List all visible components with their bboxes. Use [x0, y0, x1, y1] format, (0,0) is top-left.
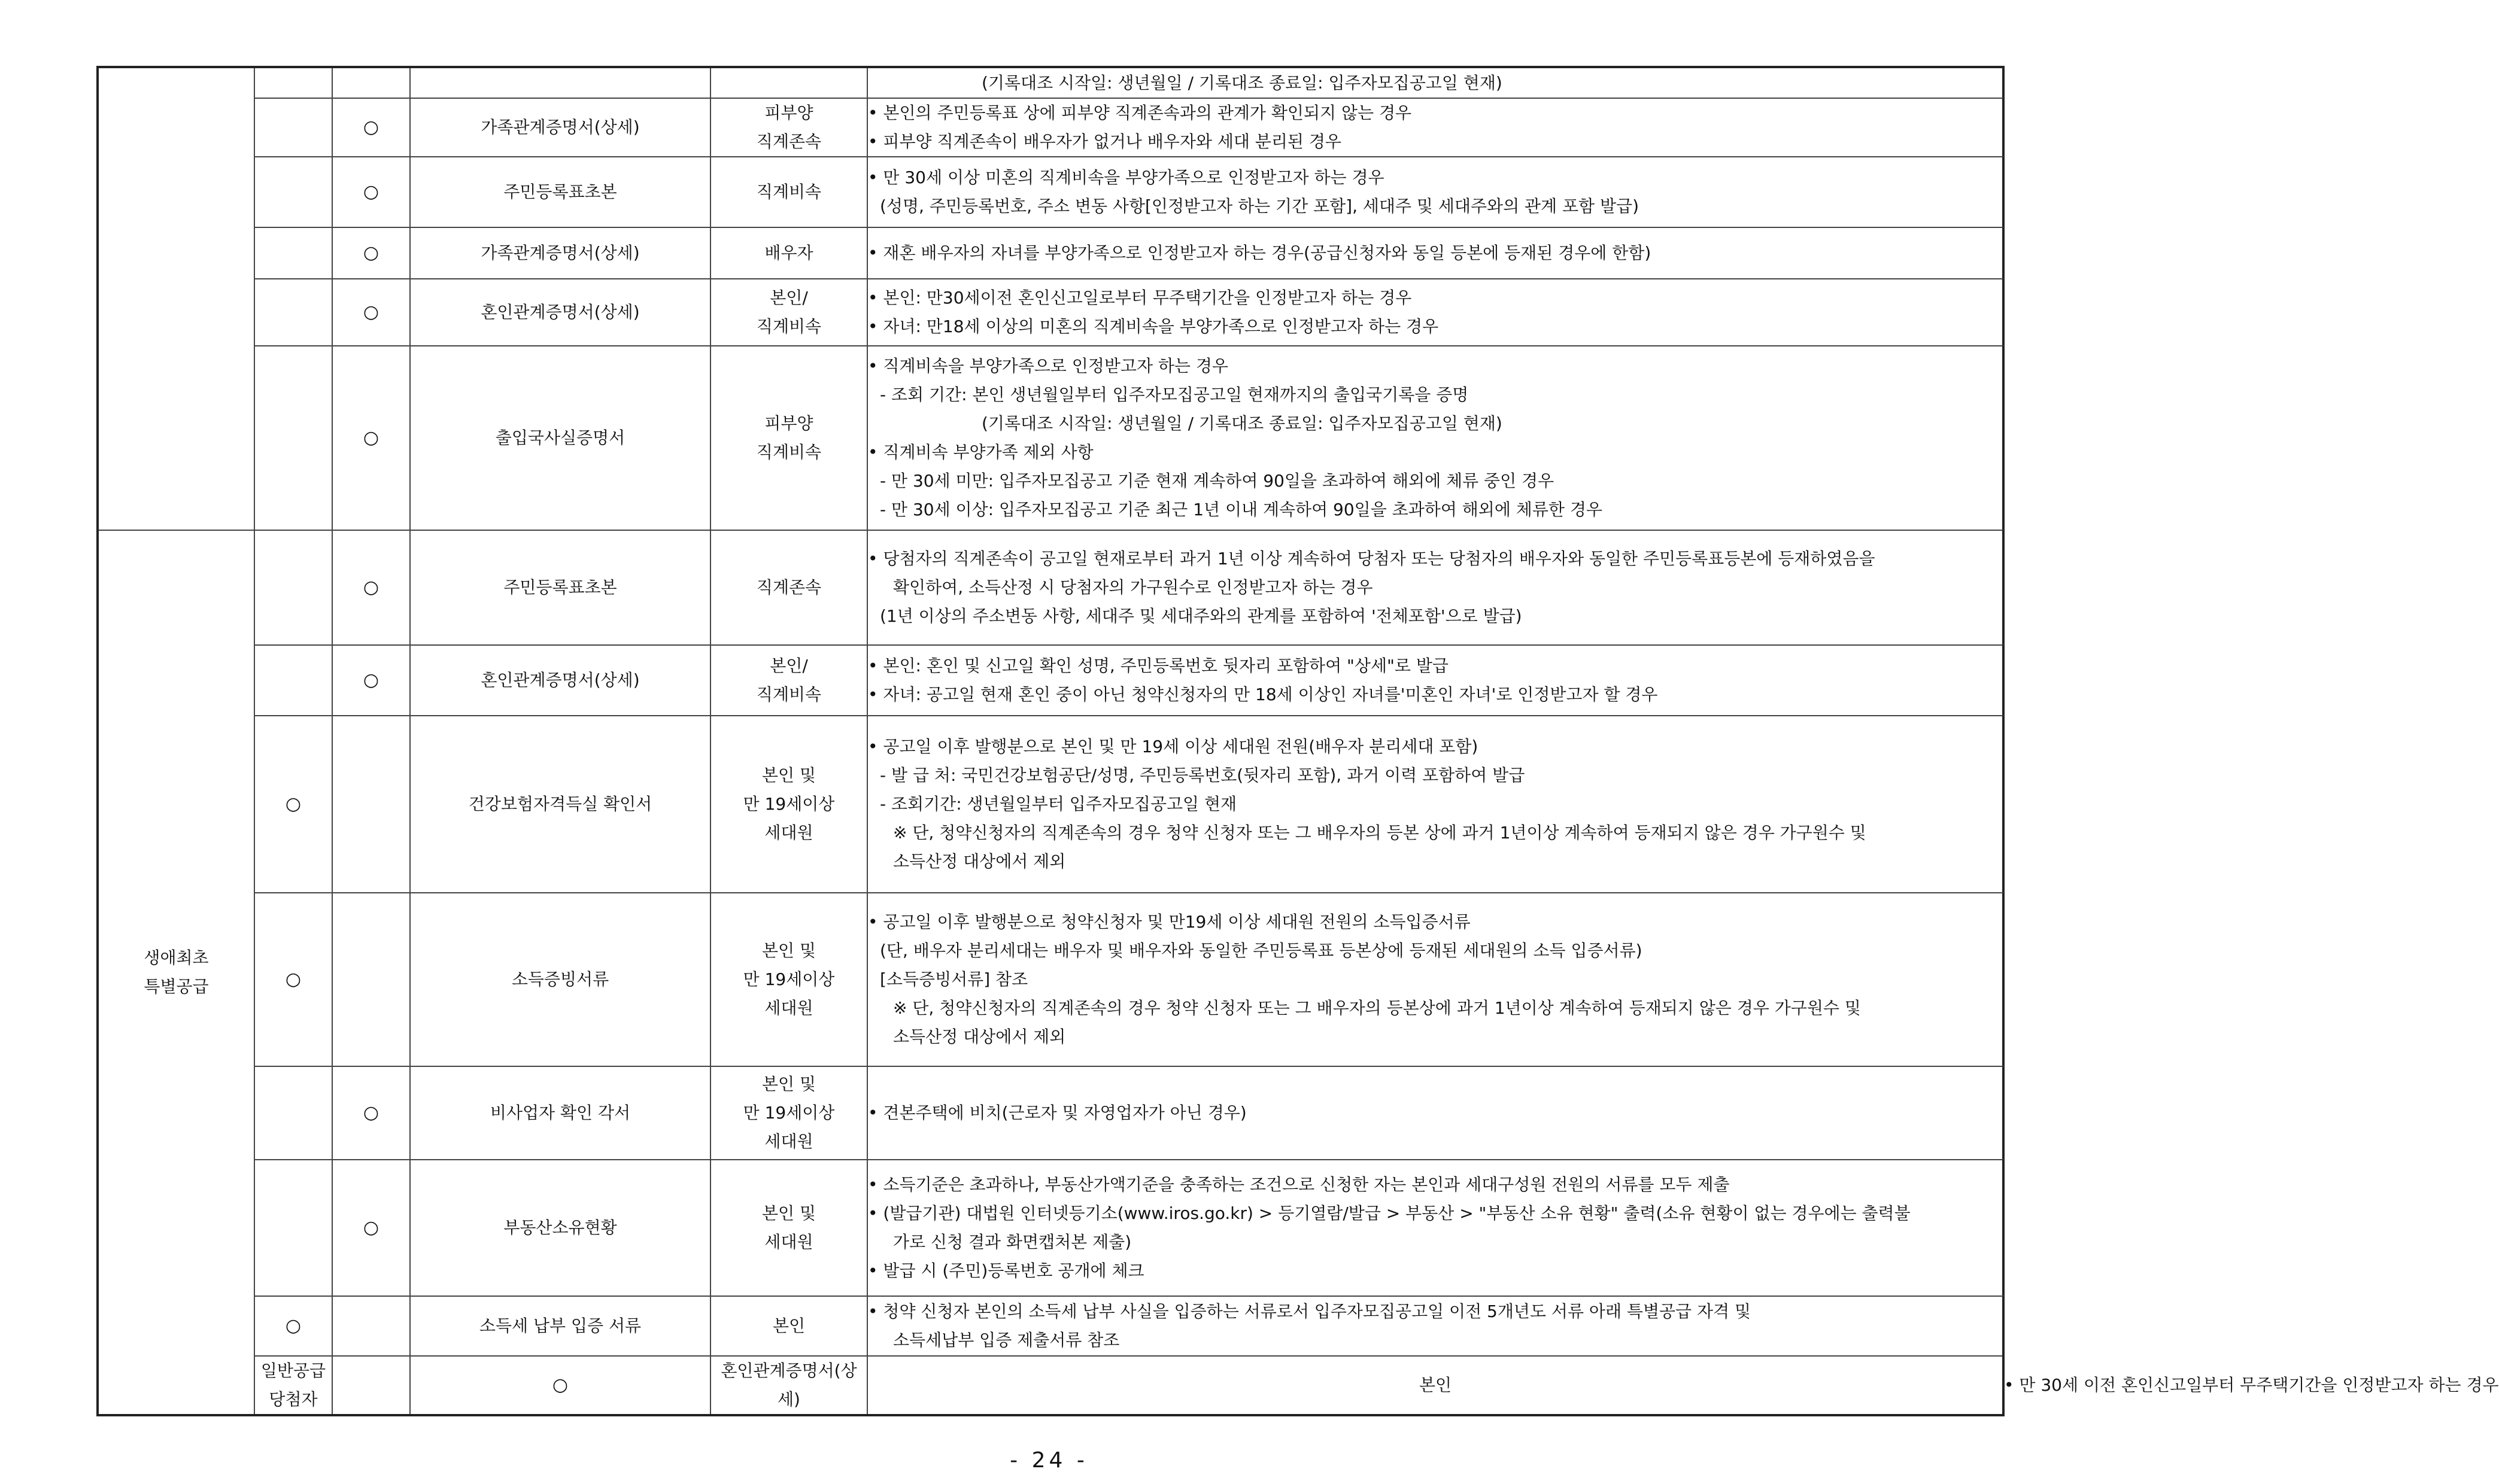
document-name: 건강보험자격득실 확인서 [410, 716, 710, 893]
page-number: - 24 - [1010, 1448, 1088, 1473]
description-line: • 견본주택에 비치(근로자 및 자영업자가 아닌 경우) [868, 1103, 1247, 1123]
description-line: • 공고일 이후 발행분으로 본인 및 만 19세 이상 세대원 전원(배우자 분리세대 포함) [868, 737, 1478, 756]
table-row [98, 279, 2003, 346]
description-line: ※ 단, 청약신청자의 직계존속의 경우 청약 신청자 또는 그 배우자의 등본 상에 과거 1년이상 계속하여 등재되지 않은 경우 가구원수 및 [893, 823, 1866, 843]
target-line: 본인/ [770, 656, 808, 676]
description-cell [867, 1296, 2003, 1356]
group-label-special-supply [98, 530, 254, 1415]
description-line: 확인하여, 소득산정 시 당첨자의 가구원수로 인정받고자 하는 경우 [893, 577, 1373, 597]
group-label-general-supply [254, 1356, 332, 1415]
description-line: [소득증빙서류] 참조 [880, 969, 1028, 989]
target-cell [710, 279, 867, 346]
description-line: • 발급 시 (주민)등록번호 공개에 체크 [868, 1261, 1144, 1281]
document-name: 혼인관계증명서(상세) [710, 1356, 867, 1415]
description-line: - 만 30세 이상: 입주자모집공고 기준 최근 1년 이내 계속하여 90일을 초과하여 해외에 체류한 경우 [880, 500, 1602, 519]
document-requirements-table [96, 66, 2499, 1416]
target-cell [710, 1066, 867, 1160]
table-row [98, 346, 2003, 530]
target-line: 직계비속 [756, 182, 822, 202]
description-line: • 본인의 주민등록표 상에 피부양 직계존속과의 관계가 확인되지 않는 경우 [868, 103, 1412, 123]
target-line: 직계비속 [756, 685, 822, 704]
description-line: • 소득기준은 초과하나, 부동산가액기준을 충족하는 조건으로 신청한 자는 본인과 세대구성원 전원의 서류를 모두 제출 [868, 1175, 1730, 1194]
required-mark: ○ [332, 279, 410, 346]
target-line: 세대원 [764, 998, 813, 1018]
target-cell [710, 227, 867, 279]
target-line: 만 19세이상 [743, 969, 835, 989]
group-label-line: 당첨자 [269, 1389, 318, 1409]
description-line: - 만 30세 미만: 입주자모집공고 기준 현재 계속하여 90일을 초과하여 해외에 체류 중인 경우 [880, 471, 1554, 491]
description-line: (1년 이상의 주소변동 사항, 세대주 및 세대주와의 관계를 포함하여 '전체포함'으로 발급) [880, 606, 1522, 626]
description-line: - 발 급 처: 국민건강보험공단/성명, 주민등록번호(뒷자리 포함), 과거 이력 포함하여 발급 [880, 765, 1525, 785]
description-line: (단, 배우자 분리세대는 배우자 및 배우자와 동일한 주민등록표 등본상에 등재된 세대원의 소득 입증서류) [880, 941, 1642, 960]
group-label-line: 일반공급 [260, 1361, 326, 1380]
description-cell [867, 1160, 2003, 1296]
description-line: (기록대조 시작일: 생년월일 / 기록대조 종료일: 입주자모집공고일 현재) [982, 413, 1502, 433]
description-line: • 직계비속을 부양가족으로 인정받고자 하는 경우 [868, 356, 1228, 376]
document-name: 소득증빙서류 [410, 893, 710, 1066]
table-row [98, 893, 2003, 1066]
target-line: 배우자 [764, 243, 813, 263]
description-cell [867, 279, 2003, 346]
target-line: 직계비속 [756, 317, 822, 336]
description-line: 소득산정 대상에서 제외 [893, 852, 1066, 871]
description-cell [867, 893, 2003, 1066]
target-cell [710, 530, 867, 645]
target-line: 만 19세이상 [743, 1103, 835, 1123]
description-line: • 청약 신청자 본인의 소득세 납부 사실을 입증하는 서류로서 입주자모집공고일 이전 5개년도 서류 아래 특별공급 자격 및 [868, 1301, 1751, 1321]
description-line: • 직계비속 부양가족 제외 사항 [868, 442, 1094, 462]
description-line: - 조회기간: 생년월일부터 입주자모집공고일 현재 [880, 794, 1237, 814]
target-cell [710, 157, 867, 227]
description-line: • 자녀: 만18세 이상의 미혼의 직계비속을 부양가족으로 인정받고자 하는 경우 [868, 317, 1439, 336]
target-line: 본인 [772, 1316, 806, 1336]
required-mark: ○ [254, 893, 332, 1066]
description-line: ※ 단, 청약신청자의 직계존속의 경우 청약 신청자 또는 그 배우자의 등본상에 과거 1년이상 계속하여 등재되지 않은 경우 가구원수 및 [893, 998, 1861, 1018]
target-line: 세대원 [764, 1232, 813, 1252]
document-name: 주민등록표초본 [410, 530, 710, 645]
target-line: 직계존속 [756, 577, 822, 597]
required-mark: ○ [332, 157, 410, 227]
target-cell [710, 98, 867, 157]
table-row [98, 67, 2003, 98]
table-row [98, 530, 2003, 645]
description-cell [867, 157, 2003, 227]
document-name: 출입국사실증명서 [410, 346, 710, 530]
table-row: 일반공급 당첨자 ○ 혼인관계증명서(상세) 본인 • 만 30세 이전 혼인신고일부터 무주택기간을 인정받고자 하는 경우 [98, 1356, 2003, 1415]
group-label-line: 생애최초 [144, 948, 209, 968]
description-line: • 재혼 배우자의 자녀를 부양가족으로 인정받고자 하는 경우(공급신청자와 동일 등본에 등재된 경우에 한함) [868, 243, 1651, 263]
description-cell [867, 98, 2003, 157]
description-line: • (발급기관) 대법원 인터넷등기소(www.iros.go.kr) > 등기열람/발급 > 부동산 > "부동산 소유 현황" 출력(소유 현황이 없는 경우에는 출력불 [868, 1203, 1911, 1223]
required-mark: ○ [254, 716, 332, 893]
description-line: • 본인: 혼인 및 신고일 확인 성명, 주민등록번호 뒷자리 포함하여 "상세"로 발급 [868, 656, 1449, 676]
required-mark: ○ [332, 1066, 410, 1160]
description-line: • 만 30세 이상 미혼의 직계비속을 부양가족으로 인정받고자 하는 경우 [868, 168, 1384, 187]
description-line: (성명, 주민등록번호, 주소 변동 사항[인정받고자 하는 기간 포함], 세대주 및 세대주와의 관계 포함 발급) [880, 196, 1639, 216]
target-line: 만 19세이상 [743, 794, 835, 814]
document-name: 부동산소유현황 [410, 1160, 710, 1296]
required-mark: ○ [332, 645, 410, 716]
description-line: - 조회 기간: 본인 생년월일부터 입주자모집공고일 현재까지의 출입국기록을 증명 [880, 385, 1469, 405]
table-row [98, 1296, 2003, 1356]
target-line: 직계비속 [756, 442, 822, 462]
target-line: 피부양 [764, 413, 813, 433]
target-line: 본인 및 [761, 941, 816, 960]
description-line: 소득산정 대상에서 제외 [893, 1027, 1066, 1047]
document-name: 가족관계증명서(상세) [410, 227, 710, 279]
document-name: 혼인관계증명서(상세) [410, 279, 710, 346]
target-cell [710, 1160, 867, 1296]
description-line: • 자녀: 공고일 현재 혼인 중이 아닌 청약신청자의 만 18세 이상인 자녀를'미혼인 자녀'로 인정받고자 할 경우 [868, 685, 1658, 704]
required-mark: ○ [254, 1296, 332, 1356]
required-mark: ○ [332, 346, 410, 530]
table-row [98, 98, 2003, 157]
description-line: • 본인: 만30세이전 혼인신고일로부터 무주택기간을 인정받고자 하는 경우 [868, 288, 1412, 308]
group-cell-empty [98, 67, 254, 530]
target-line: 세대원 [764, 1132, 813, 1151]
description-cell [867, 1066, 2003, 1160]
table-row [98, 227, 2003, 279]
description-cell [867, 227, 2003, 279]
target-line: 본인 및 [761, 1203, 816, 1223]
required-mark: ○ [410, 1356, 710, 1415]
target-line: 본인 [1419, 1375, 1452, 1395]
target-cell [710, 346, 867, 530]
document-name: 비사업자 확인 각서 [410, 1066, 710, 1160]
target-line: 본인/ [770, 288, 808, 308]
target-line: 직계존속 [756, 132, 822, 151]
document-name: 혼인관계증명서(상세) [410, 645, 710, 716]
target-line: 본인 및 [761, 1074, 816, 1094]
target-cell [710, 645, 867, 716]
target-line: 세대원 [764, 823, 813, 843]
target-line: 본인 및 [761, 765, 816, 785]
description-line: 소득세납부 입증 제출서류 참조 [893, 1330, 1120, 1350]
table-row [98, 157, 2003, 227]
document-name: 가족관계증명서(상세) [410, 98, 710, 157]
target-cell [710, 1296, 867, 1356]
document-name: 주민등록표초본 [410, 157, 710, 227]
required-mark: ○ [332, 530, 410, 645]
description-cell [867, 645, 2003, 716]
description-line: (기록대조 시작일: 생년월일 / 기록대조 종료일: 입주자모집공고일 현재) [982, 72, 1502, 93]
target-cell [710, 716, 867, 893]
description-cell [867, 67, 2003, 98]
description-cell [867, 530, 2003, 645]
description-cell [867, 716, 2003, 893]
target-cell [867, 1356, 2003, 1415]
description-line: • 공고일 이후 발행분으로 청약신청자 및 만19세 이상 세대원 전원의 소득입증서류 [868, 912, 1471, 932]
table-row [98, 716, 2003, 893]
description-cell [867, 346, 2003, 530]
target-line: 피부양 [764, 103, 813, 123]
document-name: 소득세 납부 입증 서류 [410, 1296, 710, 1356]
required-mark: ○ [332, 98, 410, 157]
description-line: • 당첨자의 직계존속이 공고일 현재로부터 과거 1년 이상 계속하여 당첨자 또는 당첨자의 배우자와 동일한 주민등록표등본에 등재하였음을 [868, 549, 1875, 568]
group-label-line: 특별공급 [144, 977, 209, 996]
description-line: 가로 신청 결과 화면캡처본 제출) [893, 1232, 1132, 1252]
table-row [98, 1066, 2003, 1160]
required-mark: ○ [332, 1160, 410, 1296]
table-row [98, 1160, 2003, 1296]
table-row [98, 645, 2003, 716]
required-mark: ○ [332, 227, 410, 279]
target-cell [710, 893, 867, 1066]
description-line: • 피부양 직계존속이 배우자가 없거나 배우자와 세대 분리된 경우 [868, 132, 1341, 151]
